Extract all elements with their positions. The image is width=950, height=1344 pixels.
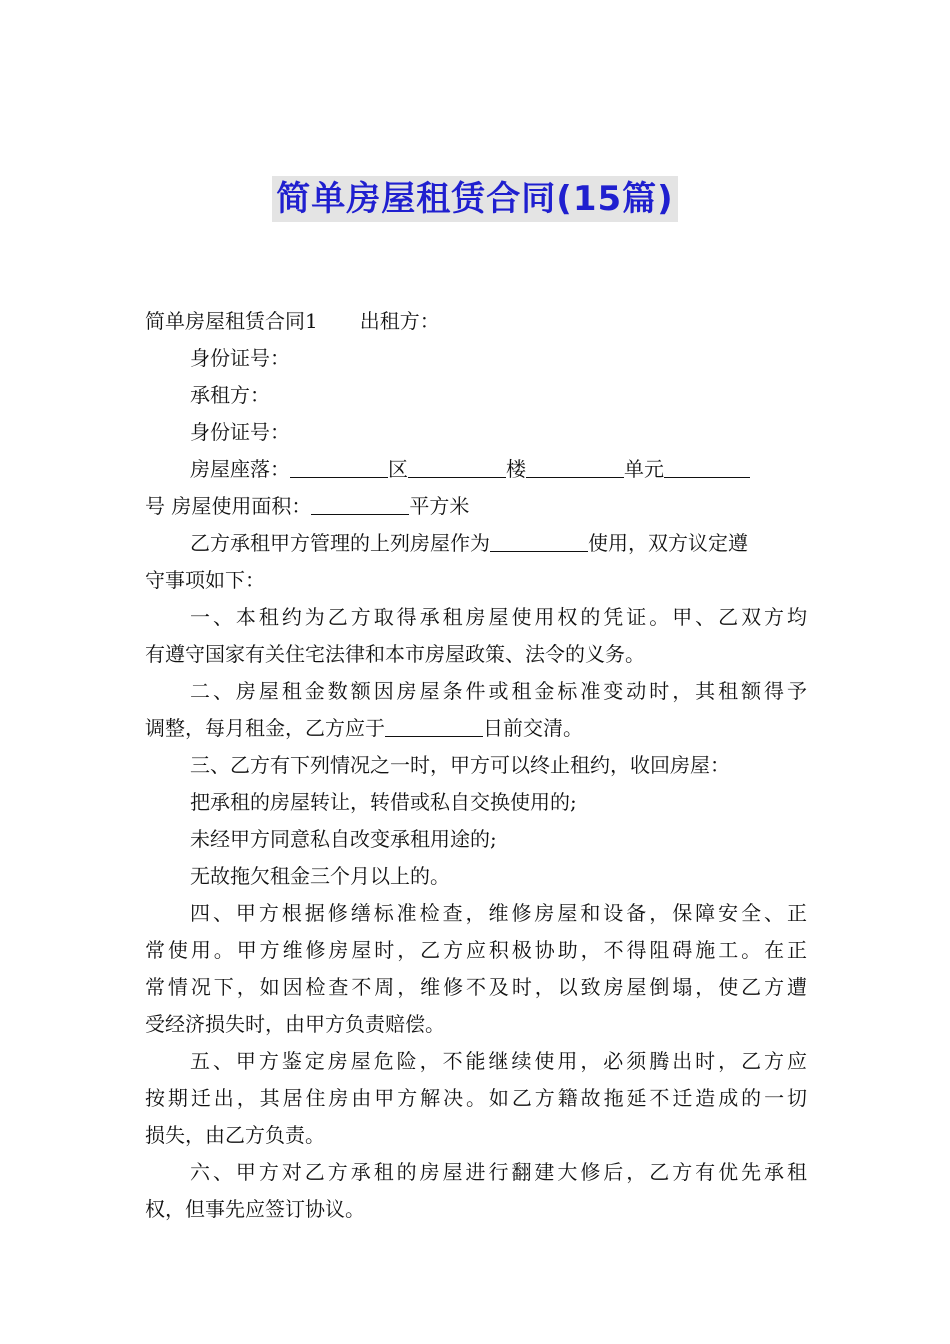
clause3-item2: 未经甲方同意私自改变承租用途的; — [190, 827, 497, 851]
clause4-line1: 四、甲方根据修缮标准检查，维修房屋和设备，保障安全、正 — [190, 901, 807, 925]
contract-body — [145, 303, 807, 1228]
clause5-line1: 五、甲方鉴定房屋危险，不能继续使用，必须腾出时，乙方应 — [190, 1049, 807, 1073]
location-label: 房屋座落： — [190, 457, 290, 481]
clause5-line2: 按期迁出，其居住房由甲方解决。如乙方籍故拖延不迁造成的一切 — [145, 1086, 807, 1110]
clause2-line2-prefix: 调整，每月租金，乙方应于 — [145, 716, 385, 740]
blank-field — [311, 492, 409, 515]
usage-line2: 守事项如下： — [145, 568, 265, 592]
area-label: 房屋使用面积： — [171, 494, 312, 518]
clause3-line1: 三、乙方有下列情况之一时，甲方可以终止租约，收回房屋： — [190, 753, 730, 777]
blank-field — [490, 529, 588, 552]
clause4-line4: 受经济损失时，由甲方负责赔偿。 — [145, 1012, 445, 1036]
contract-heading-line — [145, 303, 807, 340]
clause2-line2 — [145, 710, 807, 747]
lessee-line — [145, 377, 807, 414]
document-title: 简单房屋租赁合同(15篇) — [272, 176, 677, 222]
lessee-label: 承租方： — [190, 383, 270, 407]
clause4-line3: 常情况下，如因检查不周，维修不及时，以致房屋倒塌，使乙方遭 — [145, 975, 807, 999]
clause6-line2: 权，但事先应签订协议。 — [145, 1197, 365, 1221]
unit-label: 单元 — [624, 457, 664, 481]
lessor-id-label: 身份证号： — [190, 346, 290, 370]
area-unit: 平方米 — [409, 494, 470, 518]
title-container — [0, 176, 950, 222]
lessee-id-line — [145, 414, 807, 451]
clause5-line3: 损失，由乙方负责。 — [145, 1123, 325, 1147]
blank-field — [664, 455, 750, 478]
clause4-line2: 常使用。甲方维修房屋时，乙方应积极协助，不得阻碍施工。在正 — [145, 938, 807, 962]
blank-field — [385, 714, 483, 737]
clause3-item1: 把承租的房屋转让，转借或私自交换使用的; — [190, 790, 577, 814]
blank-field — [526, 455, 624, 478]
clause1-line1: 一、本租约为乙方取得承租房屋使用权的凭证。甲、乙双方均 — [190, 605, 807, 629]
contract-heading: 简单房屋租赁合同1 — [145, 309, 318, 333]
clause2-line2-suffix: 日前交清。 — [483, 716, 583, 740]
blank-field — [290, 455, 388, 478]
usage-line-2 — [145, 562, 807, 599]
blank-field — [408, 455, 506, 478]
lessee-id-label: 身份证号： — [190, 420, 290, 444]
lessor-label: 出租方： — [359, 309, 440, 333]
lessor-id-line — [145, 340, 807, 377]
usage-suffix: 使用，双方议定遵 — [588, 531, 748, 555]
usage-prefix: 乙方承租甲方管理的上列房屋作为 — [190, 531, 490, 555]
usage-line — [145, 525, 807, 562]
clause6-line1: 六、甲方对乙方承租的房屋进行翻建大修后，乙方有优先承租 — [190, 1160, 807, 1184]
district-label: 区 — [388, 457, 408, 481]
area-line — [145, 488, 807, 525]
clause1-line2: 有遵守国家有关住宅法律和本市房屋政策、法令的义务。 — [145, 642, 645, 666]
number-label: 号 — [145, 494, 165, 518]
clause3-item3: 无故拖欠租金三个月以上的。 — [190, 864, 450, 888]
building-label: 楼 — [506, 457, 526, 481]
location-line — [145, 451, 807, 488]
clause2-line1: 二、房屋租金数额因房屋条件或租金标准变动时，其租额得予 — [190, 679, 807, 703]
